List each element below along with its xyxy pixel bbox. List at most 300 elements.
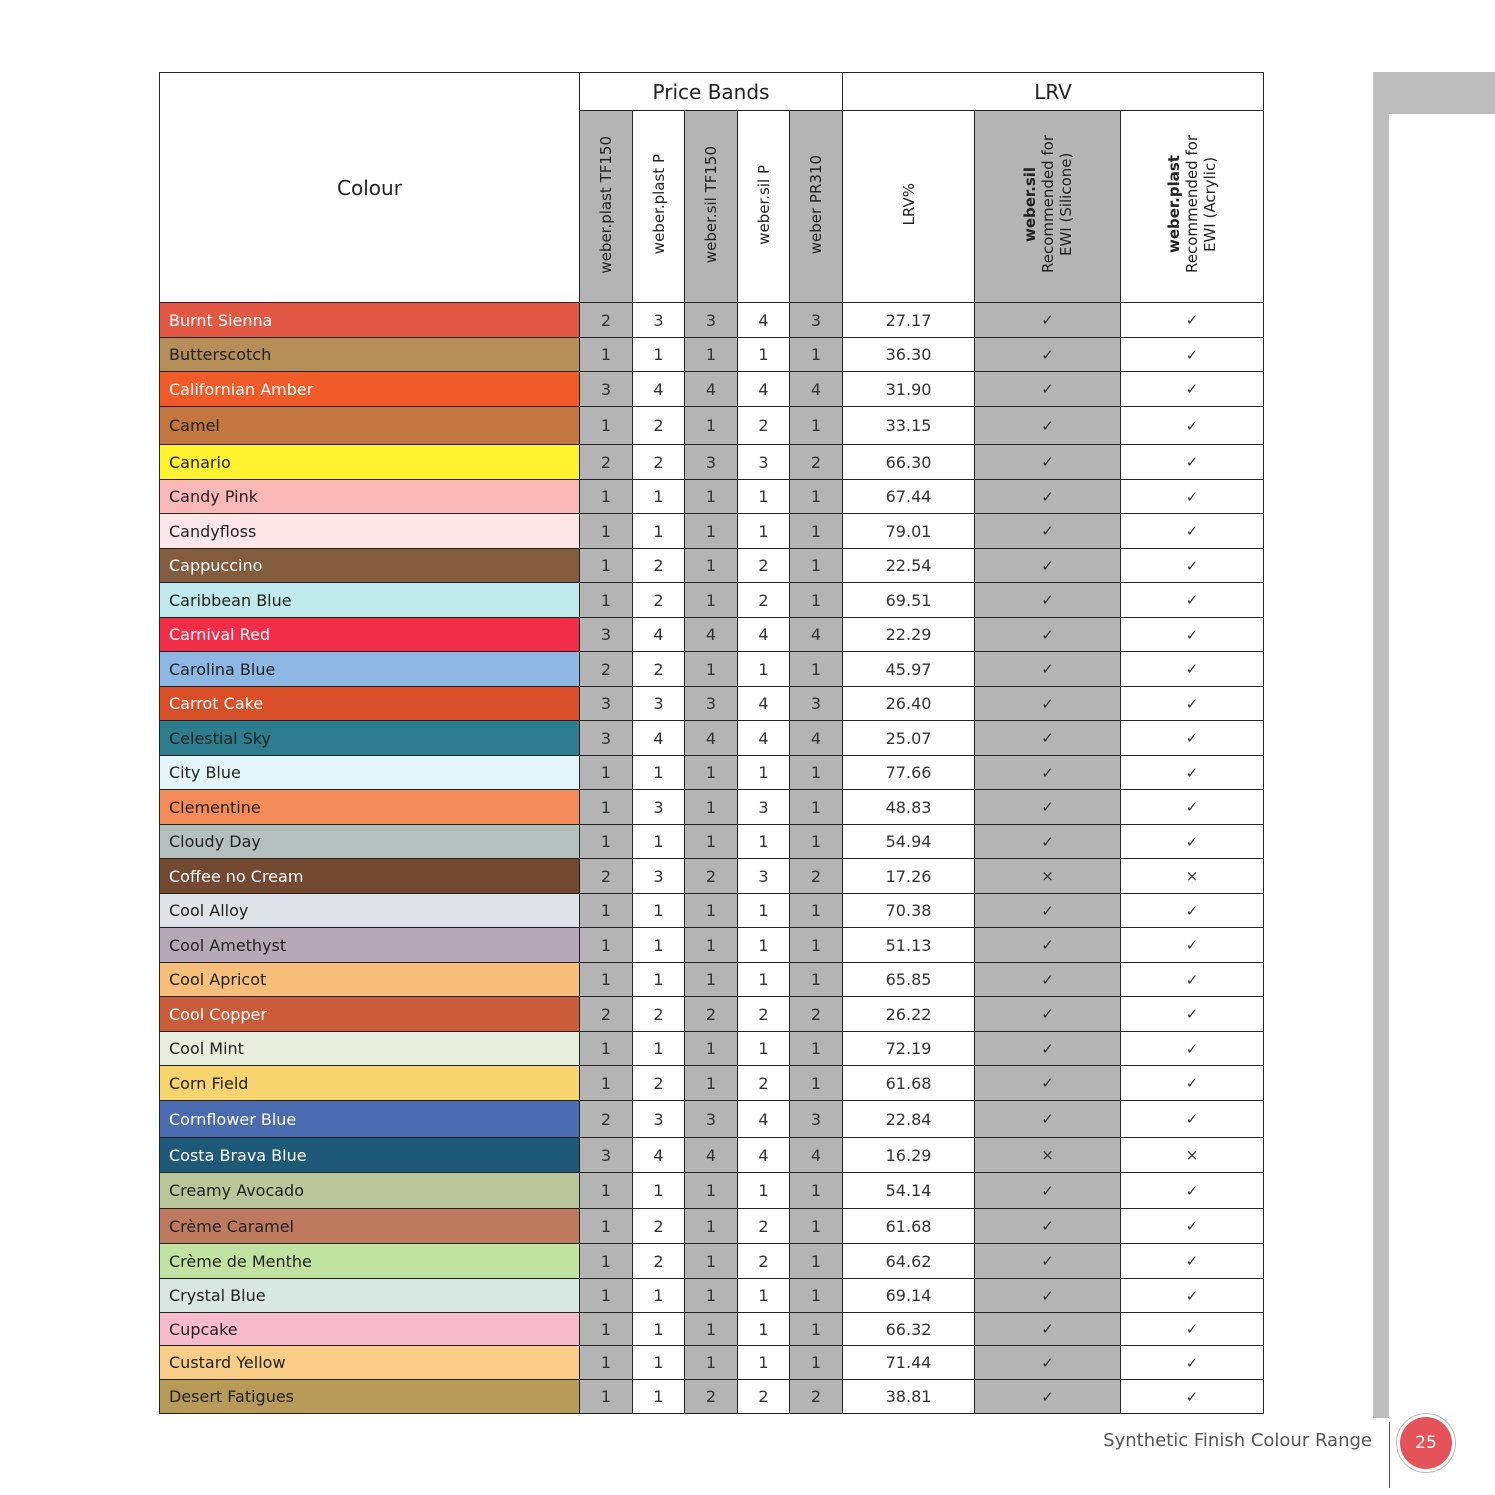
cross-icon: × (975, 859, 1121, 894)
band-weber-sil-tf150: 1 (685, 549, 738, 583)
check-icon: ✓ (975, 514, 1121, 549)
band-weber-plast-p: 2 (633, 407, 685, 445)
band-weber-plast-p: 1 (633, 1032, 685, 1066)
band-weber-pr310: 2 (790, 1380, 843, 1414)
colour-swatch-name: Crème de Menthe (160, 1244, 580, 1279)
band-weber-plast-p: 1 (633, 928, 685, 963)
band-weber-plast-tf150: 1 (580, 790, 633, 825)
band-weber-plast-tf150: 1 (580, 963, 633, 997)
check-icon: ✓ (1121, 583, 1264, 618)
band-weber-plast-tf150: 1 (580, 1032, 633, 1066)
lrv-value: 70.38 (843, 894, 975, 928)
colour-swatch-name: Cornflower Blue (160, 1101, 580, 1138)
lrv-value: 45.97 (843, 652, 975, 687)
band-weber-sil-p: 2 (738, 1066, 790, 1101)
band-weber-plast-p: 2 (633, 583, 685, 618)
colour-swatch-name: Burnt Sienna (160, 303, 580, 338)
check-icon: ✓ (975, 997, 1121, 1032)
band-weber-sil-tf150: 1 (685, 1313, 738, 1346)
band-weber-plast-tf150: 2 (580, 303, 633, 338)
page-number-badge: 25 (1400, 1417, 1452, 1469)
colour-swatch-name: Custard Yellow (160, 1346, 580, 1380)
band-weber-pr310: 2 (790, 997, 843, 1032)
check-icon: ✓ (1121, 928, 1264, 963)
table-row (160, 687, 1264, 721)
table-row (160, 825, 1264, 859)
check-icon: ✓ (1121, 1380, 1264, 1414)
colour-swatch-name: Cool Alloy (160, 894, 580, 928)
band-weber-plast-tf150: 2 (580, 445, 633, 480)
band-weber-pr310: 1 (790, 1173, 843, 1209)
cross-icon: × (975, 1138, 1121, 1173)
check-icon: ✓ (975, 1101, 1121, 1138)
colour-swatch-name: Carolina Blue (160, 652, 580, 687)
band-weber-sil-tf150: 4 (685, 372, 738, 407)
header-weber-plast-tf150: weber.plast TF150 (580, 111, 633, 303)
check-icon: ✓ (1121, 445, 1264, 480)
check-icon: ✓ (1121, 687, 1264, 721)
band-weber-plast-tf150: 1 (580, 928, 633, 963)
colour-swatch-name: Caribbean Blue (160, 583, 580, 618)
band-weber-sil-tf150: 1 (685, 963, 738, 997)
band-weber-sil-tf150: 1 (685, 1173, 738, 1209)
band-weber-plast-p: 2 (633, 1066, 685, 1101)
check-icon: ✓ (1121, 338, 1264, 372)
lrv-value: 36.30 (843, 338, 975, 372)
band-weber-sil-p: 4 (738, 1101, 790, 1138)
band-weber-sil-p: 2 (738, 1209, 790, 1244)
lrv-value: 54.14 (843, 1173, 975, 1209)
check-icon: ✓ (975, 1032, 1121, 1066)
lrv-value: 25.07 (843, 721, 975, 756)
check-icon: ✓ (975, 372, 1121, 407)
check-icon: ✓ (975, 652, 1121, 687)
colour-swatch-name: Canario (160, 445, 580, 480)
check-icon: ✓ (975, 1209, 1121, 1244)
table-row (160, 928, 1264, 963)
lrv-value: 38.81 (843, 1380, 975, 1414)
cross-icon: × (1121, 859, 1264, 894)
band-weber-plast-p: 1 (633, 894, 685, 928)
lrv-value: 77.66 (843, 756, 975, 790)
band-weber-pr310: 1 (790, 790, 843, 825)
check-icon: ✓ (1121, 1279, 1264, 1313)
table-row (160, 480, 1264, 514)
table-row (160, 1380, 1264, 1414)
band-weber-plast-p: 1 (633, 825, 685, 859)
lrv-value: 22.84 (843, 1101, 975, 1138)
band-weber-plast-tf150: 3 (580, 372, 633, 407)
lrv-value: 66.32 (843, 1313, 975, 1346)
band-weber-pr310: 1 (790, 1346, 843, 1380)
band-weber-pr310: 3 (790, 1101, 843, 1138)
band-weber-sil-tf150: 1 (685, 790, 738, 825)
colour-swatch-name: Cool Apricot (160, 963, 580, 997)
band-weber-plast-tf150: 1 (580, 549, 633, 583)
band-weber-sil-p: 4 (738, 618, 790, 652)
check-icon: ✓ (975, 790, 1121, 825)
band-weber-sil-p: 1 (738, 1279, 790, 1313)
band-weber-plast-p: 2 (633, 1244, 685, 1279)
check-icon: ✓ (1121, 1066, 1264, 1101)
colour-swatch-name: Candy Pink (160, 480, 580, 514)
lrv-value: 65.85 (843, 963, 975, 997)
lrv-value: 64.62 (843, 1244, 975, 1279)
check-icon: ✓ (1121, 997, 1264, 1032)
band-weber-sil-p: 4 (738, 372, 790, 407)
colour-swatch-name: Crystal Blue (160, 1279, 580, 1313)
band-weber-plast-tf150: 1 (580, 1209, 633, 1244)
check-icon: ✓ (1121, 1173, 1264, 1209)
colour-swatch-name: Cool Amethyst (160, 928, 580, 963)
band-weber-plast-tf150: 1 (580, 1346, 633, 1380)
lrv-value: 79.01 (843, 514, 975, 549)
check-icon: ✓ (975, 687, 1121, 721)
band-weber-sil-p: 3 (738, 859, 790, 894)
check-icon: ✓ (975, 756, 1121, 790)
colour-swatch-name: Camel (160, 407, 580, 445)
check-icon: ✓ (1121, 407, 1264, 445)
band-weber-plast-tf150: 2 (580, 859, 633, 894)
lrv-value: 22.54 (843, 549, 975, 583)
band-weber-sil-tf150: 1 (685, 652, 738, 687)
band-weber-plast-tf150: 3 (580, 618, 633, 652)
band-weber-plast-p: 2 (633, 549, 685, 583)
colour-swatch-name: Cool Copper (160, 997, 580, 1032)
lrv-value: 66.30 (843, 445, 975, 480)
colour-swatch-name: Carrot Cake (160, 687, 580, 721)
band-weber-plast-p: 3 (633, 1101, 685, 1138)
table-row (160, 1313, 1264, 1346)
colour-swatch-name: Butterscotch (160, 338, 580, 372)
band-weber-sil-tf150: 4 (685, 1138, 738, 1173)
band-weber-plast-p: 4 (633, 618, 685, 652)
band-weber-sil-tf150: 3 (685, 687, 738, 721)
table-row (160, 997, 1264, 1032)
band-weber-plast-p: 1 (633, 1279, 685, 1313)
check-icon: ✓ (1121, 1209, 1264, 1244)
band-weber-sil-tf150: 1 (685, 1346, 738, 1380)
band-weber-sil-tf150: 3 (685, 445, 738, 480)
lrv-value: 54.94 (843, 825, 975, 859)
band-weber-sil-p: 3 (738, 445, 790, 480)
colour-swatch-name: Corn Field (160, 1066, 580, 1101)
band-weber-plast-tf150: 1 (580, 583, 633, 618)
table-row (160, 894, 1264, 928)
band-weber-sil-p: 4 (738, 687, 790, 721)
band-weber-sil-p: 2 (738, 1244, 790, 1279)
band-weber-pr310: 1 (790, 1066, 843, 1101)
band-weber-plast-tf150: 3 (580, 1138, 633, 1173)
band-weber-pr310: 1 (790, 1032, 843, 1066)
check-icon: ✓ (1121, 1244, 1264, 1279)
band-weber-pr310: 4 (790, 372, 843, 407)
band-weber-plast-p: 1 (633, 1346, 685, 1380)
band-weber-sil-tf150: 2 (685, 1380, 738, 1414)
band-weber-sil-p: 1 (738, 963, 790, 997)
table-row (160, 407, 1264, 445)
colour-swatch-name: Crème Caramel (160, 1209, 580, 1244)
table-row (160, 756, 1264, 790)
band-weber-plast-tf150: 1 (580, 407, 633, 445)
band-weber-plast-tf150: 1 (580, 1380, 633, 1414)
check-icon: ✓ (975, 583, 1121, 618)
colour-swatch-name: Cool Mint (160, 1032, 580, 1066)
table-row (160, 1173, 1264, 1209)
band-weber-pr310: 2 (790, 859, 843, 894)
band-weber-sil-p: 2 (738, 407, 790, 445)
check-icon: ✓ (975, 1346, 1121, 1380)
table-row (160, 514, 1264, 549)
band-weber-plast-tf150: 1 (580, 894, 633, 928)
band-weber-pr310: 1 (790, 928, 843, 963)
band-weber-sil-p: 4 (738, 1138, 790, 1173)
colour-swatch-name: City Blue (160, 756, 580, 790)
band-weber-plast-tf150: 1 (580, 1279, 633, 1313)
weber-plast-brand: weber.plast (1165, 155, 1184, 254)
lrv-value: 31.90 (843, 372, 975, 407)
check-icon: ✓ (1121, 721, 1264, 756)
check-icon: ✓ (1121, 549, 1264, 583)
band-weber-sil-p: 2 (738, 1380, 790, 1414)
cross-icon: × (1121, 1138, 1264, 1173)
table-row (160, 583, 1264, 618)
lrv-value: 17.26 (843, 859, 975, 894)
check-icon: ✓ (975, 894, 1121, 928)
band-weber-pr310: 1 (790, 652, 843, 687)
lrv-value: 61.68 (843, 1066, 975, 1101)
check-icon: ✓ (1121, 790, 1264, 825)
check-icon: ✓ (1121, 1032, 1264, 1066)
check-icon: ✓ (975, 338, 1121, 372)
band-weber-plast-p: 2 (633, 997, 685, 1032)
table-row (160, 1244, 1264, 1279)
band-weber-sil-tf150: 1 (685, 894, 738, 928)
check-icon: ✓ (1121, 480, 1264, 514)
band-weber-plast-p: 3 (633, 859, 685, 894)
band-weber-plast-p: 1 (633, 963, 685, 997)
check-icon: ✓ (1121, 756, 1264, 790)
colour-column-header: Colour (160, 73, 580, 303)
band-weber-sil-p: 1 (738, 894, 790, 928)
check-icon: ✓ (975, 1244, 1121, 1279)
band-weber-sil-p: 1 (738, 338, 790, 372)
band-weber-sil-tf150: 3 (685, 303, 738, 338)
band-weber-sil-tf150: 1 (685, 825, 738, 859)
band-weber-sil-tf150: 1 (685, 583, 738, 618)
lrv-value: 26.40 (843, 687, 975, 721)
check-icon: ✓ (1121, 1346, 1264, 1380)
table-row (160, 549, 1264, 583)
header-weber-sil-p: weber.sil P (738, 111, 790, 303)
check-icon: ✓ (975, 407, 1121, 445)
band-weber-sil-p: 1 (738, 928, 790, 963)
band-weber-plast-tf150: 1 (580, 514, 633, 549)
colour-swatch-name: Cloudy Day (160, 825, 580, 859)
band-weber-plast-p: 1 (633, 338, 685, 372)
check-icon: ✓ (975, 618, 1121, 652)
band-weber-plast-tf150: 2 (580, 652, 633, 687)
check-icon: ✓ (1121, 652, 1264, 687)
band-weber-pr310: 1 (790, 583, 843, 618)
band-weber-pr310: 1 (790, 1313, 843, 1346)
lrv-value: 67.44 (843, 480, 975, 514)
band-weber-sil-tf150: 1 (685, 1066, 738, 1101)
header-weber-plast-ewi: weber.plast Recommended for EWI (Acrylic) (1121, 111, 1264, 303)
band-weber-plast-p: 3 (633, 303, 685, 338)
colour-swatch-name: Costa Brava Blue (160, 1138, 580, 1173)
table-row (160, 721, 1264, 756)
price-bands-header: Price Bands (580, 73, 843, 111)
band-weber-plast-tf150: 1 (580, 1313, 633, 1346)
band-weber-plast-p: 1 (633, 1313, 685, 1346)
band-weber-plast-p: 1 (633, 1380, 685, 1414)
table-row (160, 859, 1264, 894)
check-icon: ✓ (1121, 963, 1264, 997)
band-weber-plast-p: 4 (633, 372, 685, 407)
band-weber-plast-tf150: 1 (580, 825, 633, 859)
band-weber-plast-p: 2 (633, 652, 685, 687)
colour-swatch-name: Coffee no Cream (160, 859, 580, 894)
table-row (160, 652, 1264, 687)
band-weber-plast-tf150: 1 (580, 338, 633, 372)
check-icon: ✓ (975, 721, 1121, 756)
band-weber-sil-p: 1 (738, 1346, 790, 1380)
check-icon: ✓ (1121, 894, 1264, 928)
check-icon: ✓ (975, 1173, 1121, 1209)
table-row (160, 790, 1264, 825)
header-lrv-percent: LRV% (843, 111, 975, 303)
band-weber-plast-p: 4 (633, 1138, 685, 1173)
band-weber-pr310: 1 (790, 756, 843, 790)
band-weber-pr310: 1 (790, 963, 843, 997)
band-weber-pr310: 3 (790, 687, 843, 721)
band-weber-pr310: 1 (790, 407, 843, 445)
colour-swatch-name: Creamy Avocado (160, 1173, 580, 1209)
table-row (160, 1279, 1264, 1313)
band-weber-pr310: 4 (790, 721, 843, 756)
colour-range-table (159, 72, 1264, 1414)
lrv-value: 26.22 (843, 997, 975, 1032)
band-weber-sil-p: 3 (738, 790, 790, 825)
colour-swatch-name: Cupcake (160, 1313, 580, 1346)
check-icon: ✓ (975, 480, 1121, 514)
band-weber-sil-p: 1 (738, 480, 790, 514)
band-weber-pr310: 1 (790, 1279, 843, 1313)
header-weber-sil-tf150: weber.sil TF150 (685, 111, 738, 303)
band-weber-sil-p: 2 (738, 549, 790, 583)
band-weber-plast-p: 2 (633, 1209, 685, 1244)
check-icon: ✓ (975, 445, 1121, 480)
colour-swatch-name: Carnival Red (160, 618, 580, 652)
header-weber-plast-p: weber.plast P (633, 111, 685, 303)
lrv-value: 72.19 (843, 1032, 975, 1066)
band-weber-sil-p: 1 (738, 756, 790, 790)
band-weber-sil-p: 2 (738, 583, 790, 618)
band-weber-sil-p: 1 (738, 514, 790, 549)
lrv-value: 69.14 (843, 1279, 975, 1313)
band-weber-sil-tf150: 1 (685, 407, 738, 445)
band-weber-sil-tf150: 1 (685, 928, 738, 963)
band-weber-plast-p: 1 (633, 756, 685, 790)
band-weber-sil-tf150: 1 (685, 338, 738, 372)
check-icon: ✓ (975, 963, 1121, 997)
band-weber-pr310: 1 (790, 1244, 843, 1279)
colour-swatch-name: Candyfloss (160, 514, 580, 549)
check-icon: ✓ (1121, 825, 1264, 859)
side-tab-edge (1373, 72, 1389, 1418)
check-icon: ✓ (975, 928, 1121, 963)
band-weber-sil-p: 1 (738, 1173, 790, 1209)
band-weber-plast-p: 1 (633, 1173, 685, 1209)
table-row (160, 1346, 1264, 1380)
band-weber-pr310: 2 (790, 445, 843, 480)
band-weber-sil-tf150: 4 (685, 721, 738, 756)
colour-swatch-name: Celestial Sky (160, 721, 580, 756)
lrv-value: 48.83 (843, 790, 975, 825)
band-weber-plast-tf150: 1 (580, 1244, 633, 1279)
band-weber-sil-tf150: 1 (685, 756, 738, 790)
band-weber-sil-tf150: 1 (685, 1279, 738, 1313)
check-icon: ✓ (975, 549, 1121, 583)
band-weber-plast-p: 1 (633, 480, 685, 514)
band-weber-sil-tf150: 3 (685, 1101, 738, 1138)
check-icon: ✓ (975, 1279, 1121, 1313)
table-row (160, 963, 1264, 997)
check-icon: ✓ (975, 825, 1121, 859)
lrv-value: 69.51 (843, 583, 975, 618)
lrv-value: 51.13 (843, 928, 975, 963)
lrv-value: 61.68 (843, 1209, 975, 1244)
band-weber-pr310: 1 (790, 338, 843, 372)
colour-swatch-name: Clementine (160, 790, 580, 825)
band-weber-plast-tf150: 2 (580, 1101, 633, 1138)
band-weber-sil-tf150: 1 (685, 1209, 738, 1244)
band-weber-sil-p: 1 (738, 825, 790, 859)
band-weber-sil-p: 4 (738, 721, 790, 756)
table-row (160, 372, 1264, 407)
table-body (160, 303, 1264, 1414)
table-row (160, 618, 1264, 652)
check-icon: ✓ (975, 1066, 1121, 1101)
side-tab (1373, 72, 1495, 114)
weber-sil-brand: weber.sil (1020, 166, 1039, 243)
lrv-value: 33.15 (843, 407, 975, 445)
band-weber-sil-p: 4 (738, 303, 790, 338)
band-weber-sil-p: 1 (738, 652, 790, 687)
band-weber-plast-tf150: 2 (580, 997, 633, 1032)
lrv-value: 71.44 (843, 1346, 975, 1380)
band-weber-plast-p: 2 (633, 445, 685, 480)
band-weber-pr310: 1 (790, 1209, 843, 1244)
band-weber-plast-tf150: 1 (580, 1173, 633, 1209)
band-weber-pr310: 1 (790, 514, 843, 549)
band-weber-plast-tf150: 1 (580, 756, 633, 790)
check-icon: ✓ (1121, 303, 1264, 338)
lrv-value: 16.29 (843, 1138, 975, 1173)
band-weber-pr310: 1 (790, 480, 843, 514)
band-weber-sil-tf150: 1 (685, 1244, 738, 1279)
table-row (160, 338, 1264, 372)
band-weber-plast-tf150: 1 (580, 1066, 633, 1101)
band-weber-plast-tf150: 3 (580, 687, 633, 721)
band-weber-sil-p: 1 (738, 1032, 790, 1066)
check-icon: ✓ (975, 1313, 1121, 1346)
table-row (160, 1138, 1264, 1173)
table-row (160, 1101, 1264, 1138)
check-icon: ✓ (975, 303, 1121, 338)
band-weber-sil-tf150: 1 (685, 1032, 738, 1066)
